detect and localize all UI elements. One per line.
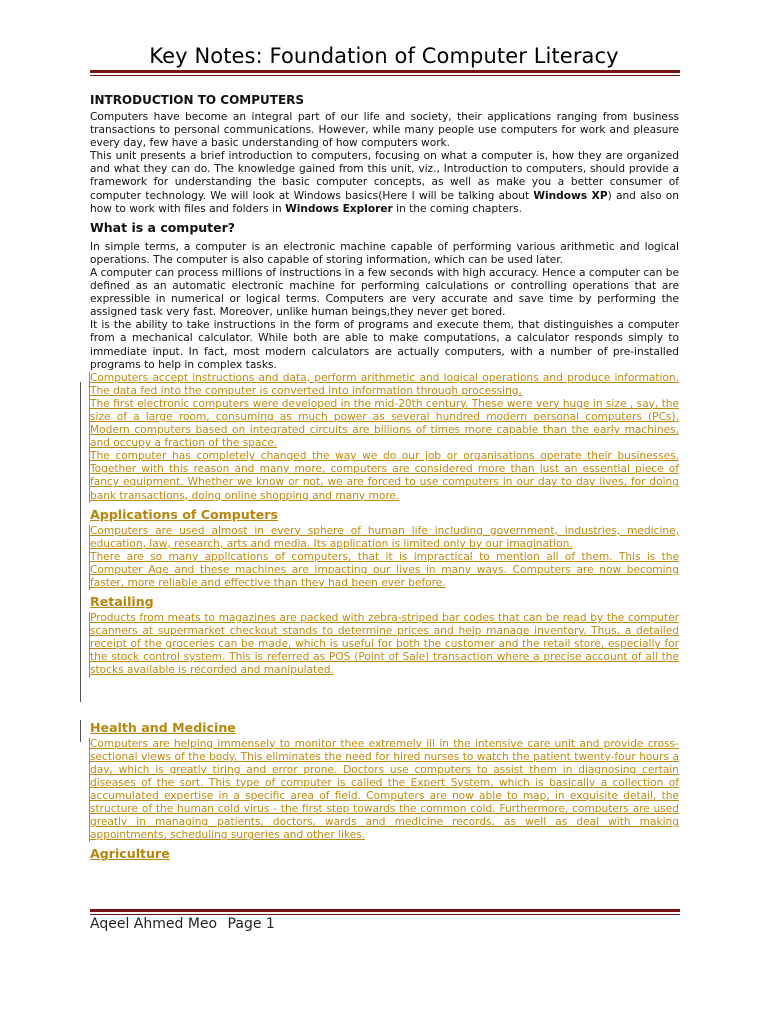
what-paragraph-1: In simple terms, a computer is an electronic machine capable of performing various arithmetic and logical operations. The computer is also capable of storing information, which can be used later. <box>90 240 679 266</box>
what-paragraph-2: A computer can process millions of instructions in a few seconds with high accuracy. Hence a computer can be defined as an automatic electronic machine for performing calculations or controlling operations that are expressible in numerical or logical terms. Computers are very accurate and save time by performing the assigned task very fast. Moreover, unlike human beings,they never get bored. <box>90 266 679 319</box>
change-bar-1 <box>80 382 81 702</box>
intro-text-b: ) and also on how to work with files and folders in <box>90 189 679 215</box>
what-heading: What is a computer? <box>90 219 236 235</box>
header-rule-thin <box>90 75 680 76</box>
applications-block <box>89 525 679 590</box>
intro-heading: INTRODUCTION TO COMPUTERS <box>90 93 305 107</box>
page-body <box>90 93 679 861</box>
change-bar-2 <box>80 720 81 742</box>
footer-rule-thick <box>90 909 680 912</box>
intro-paragraph-1: Computers have become an integral part of our life and society, their applications ranging from business transactions to personal communications. However, while many people use computers for work and pleasure every day, few have a basic understanding of how computers work. <box>90 111 679 150</box>
what-tracked-block <box>89 372 679 503</box>
what-gold-paragraph-2: The first electronic computers were developed in the mid-20th century. These were very huge in size , say, the size of a large room, consuming as much power as several hundred modern personal computers (PCs). Modern computers based on integrated circuits are billions of times more capable than the early machines, and occupy a fraction of the space. <box>90 397 679 450</box>
intro-text-c: in the coming chapters. <box>392 202 522 215</box>
health-paragraph: Computers are helping immensely to monitor thee extremely ill in the intensive care unit and provide cross-sectional views of the body. This eliminates the need for hired nurses to watch the patient twenty-four hours a day, which is greatly tiring and error prone. Doctors use computers to assist them in diagnosing certain diseases of the sort. This type of computer is called the Expert System, which is basically a collection of accumulated expertise in a specific area of field. Computers are now able to map, in exquisite detail, the structure of the human cold virus - the first step towards the common cold. Furthermore, computers are used greatly in managing patients, doctors, wards and medicine records, as well as deal with making appointments, scheduling surgeries and other likes. <box>90 737 679 842</box>
health-block <box>89 738 679 843</box>
retailing-heading: Retailing <box>90 594 154 610</box>
intro-text-a: This unit presents a brief introduction to computers, focusing on what a computer is, how they are organized and what they can do. The knowledge gained from this unit, viz., Introduction to computers, should provide a framework for understanding the basic computer concepts, as well as make you a better consumer of computer technology. We will look at Windows basics(Here I will be talking about <box>90 150 679 202</box>
footer-page-number: Page 1 <box>227 916 275 932</box>
what-paragraph-3: It is the ability to take instructions in the form of programs and execute them, that distinguishes a computer from a mechanical calculator. While both are able to make computations, a calculator responds simply to immediate input. In fact, most modern calculators are actually computers, with a number of pre-installed programs to help in complex tasks. <box>90 319 679 371</box>
what-gold-paragraph-1: Computers accept instructions and data, perform arithmetic and logical operations and produce information. The data fed into the computer is converted into information through processing. <box>90 371 679 397</box>
retailing-block <box>89 612 679 677</box>
windows-xp-bold: Windows XP <box>533 189 608 202</box>
applications-heading: Applications of Computers <box>90 506 278 522</box>
spacer <box>90 678 679 716</box>
header-rule-thick <box>90 70 680 73</box>
intro-paragraph-2 <box>90 150 679 215</box>
agriculture-heading: Agriculture <box>90 846 170 862</box>
health-heading: Health and Medicine <box>90 719 236 735</box>
footer-rule-thin <box>90 914 680 915</box>
windows-explorer-bold: Windows Explorer <box>285 202 393 215</box>
page-footer <box>90 916 281 932</box>
applications-paragraph-2: There are so many applications of computers, that it is impractical to mention all of them. This is the Computer Age and these machines are impacting our lives in many ways. Computers are now becoming faster, more reliable and effective than they had been ever before. <box>90 550 679 589</box>
what-gold-paragraph-3: The computer has completely changed the way we do our job or organisations operate their businesses. Together with this reason and many more, computers are considered more than just an essential piece of fancy equipment. Whether we know or not, we are forced to use computers in our day to day lives, for doing bank transactions, doing online shopping and many more. <box>90 450 679 502</box>
footer-author: Aqeel Ahmed Meo <box>90 916 218 932</box>
page-title: Key Notes: Foundation of Computer Literacy <box>149 44 619 68</box>
retailing-paragraph: Products from meats to magazines are packed with zebra-striped bar codes that can be read by the computer scanners at supermarket checkout stands to determine prices and help manage inventory. Thus, a detailed receipt of the groceries can be made, which is useful for both the customer and the retail store, especially for the stock control system. This is referred as POS (Point of Sale) transaction where a precise account of all the stocks available is recorded and manipulated. <box>90 612 679 677</box>
applications-paragraph-1: Computers are used almost in every sphere of human life including government, industries, medicine, education, law, research, arts and media. Its application is limited only by our imagination. <box>90 524 679 550</box>
